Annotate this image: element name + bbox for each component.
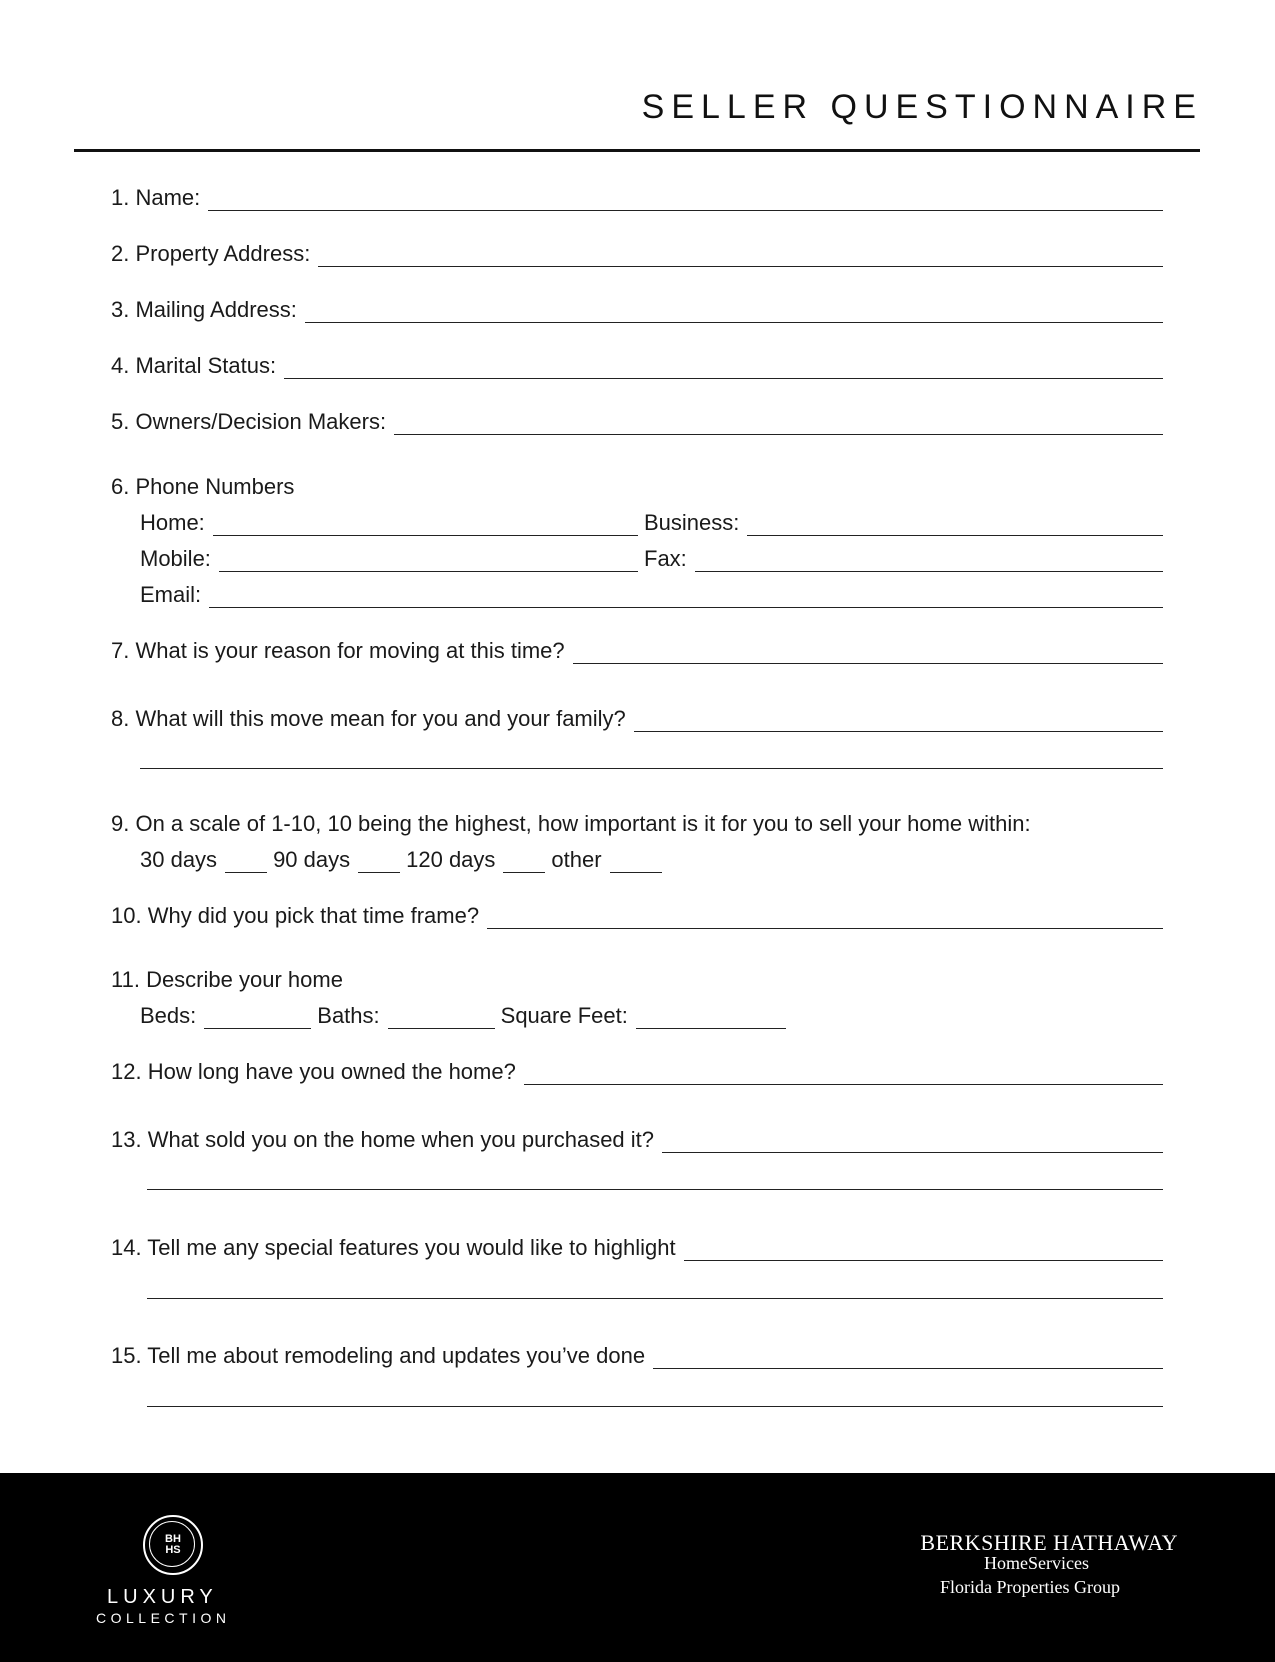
- other-field[interactable]: [610, 852, 662, 873]
- mobile-phone-field[interactable]: [219, 551, 638, 572]
- move-meaning-field[interactable]: [634, 711, 1163, 732]
- mobile-phone-label: Mobile:: [140, 546, 211, 571]
- other-label: other: [551, 847, 602, 872]
- move-meaning-field-2[interactable]: [140, 768, 1163, 769]
- mailing-address-label: 3. Mailing Address:: [111, 297, 297, 322]
- baths-field[interactable]: [388, 1008, 495, 1029]
- reason-field[interactable]: [573, 643, 1163, 664]
- reason-label: 7. What is your reason for moving at this time?: [111, 638, 565, 663]
- days-90-label: 90 days: [273, 847, 351, 872]
- marital-status-row: [111, 353, 1163, 379]
- describe-home-heading: 11. Describe your home: [111, 967, 343, 992]
- special-features-field-2[interactable]: [147, 1298, 1163, 1299]
- bhhs-seal-icon: [143, 1515, 203, 1575]
- purchase-reason-row: [111, 1127, 1163, 1153]
- business-phone-field[interactable]: [747, 515, 1163, 536]
- baths-label: Baths:: [317, 1003, 380, 1028]
- special-features-row: [111, 1235, 1163, 1261]
- property-address-row: [111, 241, 1163, 267]
- mailing-address-field[interactable]: [305, 302, 1163, 323]
- days-30-field[interactable]: [225, 852, 267, 873]
- home-details-row: [140, 1003, 792, 1029]
- owned-duration-label: 12. How long have you owned the home?: [111, 1059, 516, 1084]
- email-row: [140, 582, 1163, 608]
- days-30-label: 30 days: [140, 847, 218, 872]
- remodeling-label: 15. Tell me about remodeling and updates you’ve done: [111, 1343, 646, 1368]
- marital-status-field[interactable]: [284, 358, 1163, 379]
- days-120-field[interactable]: [503, 852, 545, 873]
- beds-label: Beds:: [140, 1003, 197, 1028]
- brand-subtitle: HomeServices: [984, 1553, 1089, 1573]
- business-phone-row: [644, 510, 1163, 536]
- special-features-label: 14. Tell me any special features you would like to highlight: [111, 1235, 676, 1260]
- remodeling-field[interactable]: [653, 1348, 1163, 1369]
- purchase-reason-label: 13. What sold you on the home when you purchased it?: [111, 1127, 655, 1152]
- title-divider: [74, 149, 1200, 152]
- owners-field[interactable]: [394, 414, 1163, 435]
- beds-field[interactable]: [204, 1008, 311, 1029]
- phone-numbers-heading: 6. Phone Numbers: [111, 474, 295, 499]
- owned-duration-row: [111, 1059, 1163, 1085]
- business-phone-label: Business:: [644, 510, 740, 535]
- time-frame-field[interactable]: [487, 908, 1163, 929]
- collection-wordmark: COLLECTION: [96, 1610, 231, 1626]
- purchase-reason-field-2[interactable]: [147, 1189, 1163, 1190]
- owners-row: [111, 409, 1163, 435]
- brand-name: BERKSHIRE HATHAWAY: [920, 1530, 1178, 1555]
- seal-top-text: BH: [165, 1533, 181, 1545]
- time-frame-label: 10. Why did you pick that time frame?: [111, 903, 480, 928]
- move-meaning-row: [111, 706, 1163, 732]
- home-phone-row: [140, 510, 638, 536]
- mailing-address-row: [111, 297, 1163, 323]
- special-features-field[interactable]: [684, 1240, 1163, 1261]
- time-frame-row: [111, 903, 1163, 929]
- name-field[interactable]: [208, 190, 1163, 211]
- remodeling-row: [111, 1343, 1163, 1369]
- seal-bottom-text: HS: [165, 1544, 181, 1556]
- name-label: 1. Name:: [111, 185, 201, 210]
- marital-status-label: 4. Marital Status:: [111, 353, 277, 378]
- email-label: Email:: [140, 582, 202, 607]
- remodeling-field-2[interactable]: [147, 1406, 1163, 1407]
- days-90-field[interactable]: [358, 852, 400, 873]
- reason-row: [111, 638, 1163, 664]
- owners-label: 5. Owners/Decision Makers:: [111, 409, 387, 434]
- fax-row: [644, 546, 1163, 572]
- move-meaning-label: 8. What will this move mean for you and your family?: [111, 706, 626, 731]
- property-address-label: 2. Property Address:: [111, 241, 311, 266]
- luxury-wordmark: LUXURY: [107, 1586, 218, 1608]
- email-field[interactable]: [209, 587, 1163, 608]
- brand-group: Florida Properties Group: [940, 1577, 1120, 1597]
- home-phone-label: Home:: [140, 510, 205, 535]
- footer: [0, 1473, 1275, 1662]
- square-feet-label: Square Feet:: [500, 1003, 628, 1028]
- fax-label: Fax:: [644, 546, 687, 571]
- square-feet-field[interactable]: [636, 1008, 786, 1029]
- home-phone-field[interactable]: [213, 515, 638, 536]
- page-title: SELLER QUESTIONNAIRE: [641, 88, 1203, 126]
- mobile-phone-row: [140, 546, 638, 572]
- purchase-reason-field[interactable]: [662, 1132, 1163, 1153]
- property-address-field[interactable]: [318, 246, 1163, 267]
- importance-question: 9. On a scale of 1-10, 10 being the highest, how important is it for you to sell your home within:: [111, 811, 1031, 836]
- days-120-label: 120 days: [406, 847, 496, 872]
- importance-row: [140, 847, 668, 873]
- name-row: [111, 185, 1163, 211]
- fax-field[interactable]: [695, 551, 1163, 572]
- owned-duration-field[interactable]: [524, 1064, 1163, 1085]
